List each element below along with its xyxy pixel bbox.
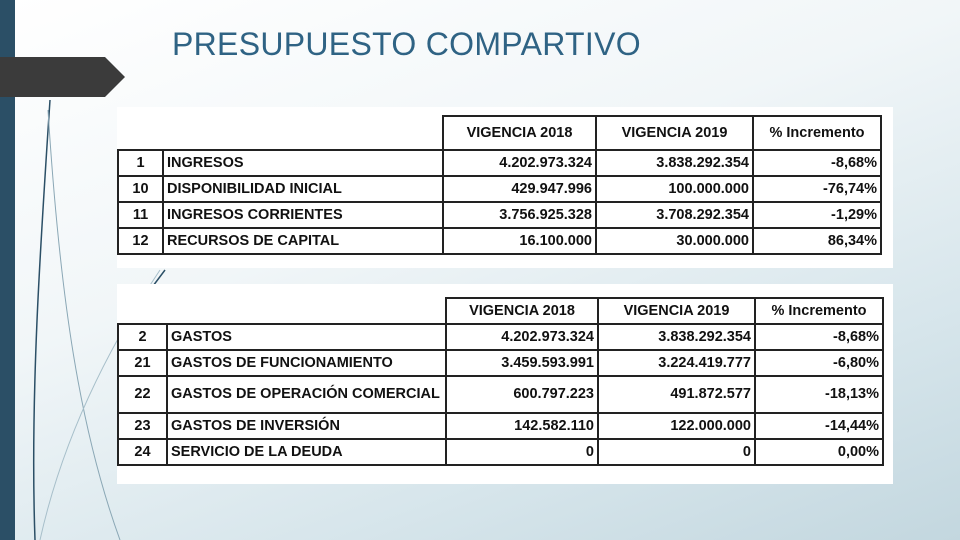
slide-title: PRESUPUESTO COMPARTIVO [172,26,641,62]
row-increment: -8,68% [755,324,883,350]
row-concept: DISPONIBILIDAD INICIAL [163,176,443,202]
row-concept: GASTOS DE INVERSIÓN [167,413,446,439]
row-code: 1 [118,150,163,176]
row-value-2019: 122.000.000 [598,413,755,439]
row-concept: RECURSOS DE CAPITAL [163,228,443,254]
row-value-2018: 429.947.996 [443,176,596,202]
row-value-2018: 3.459.593.991 [446,350,598,376]
header-incremento: % Incremento [755,298,883,324]
row-code: 24 [118,439,167,465]
header-vigencia-2018: VIGENCIA 2018 [446,298,598,324]
row-value-2018: 142.582.110 [446,413,598,439]
gastos-table [117,297,884,466]
empty-header-cell [118,298,446,324]
row-code: 22 [118,376,167,413]
row-value-2019: 0 [598,439,755,465]
header-vigencia-2019: VIGENCIA 2019 [596,116,753,150]
table-row [118,324,883,350]
row-increment: -14,44% [755,413,883,439]
title-arrow-tag [0,57,125,97]
row-concept: SERVICIO DE LA DEUDA [167,439,446,465]
row-increment: 86,34% [753,228,881,254]
table-row [118,228,881,254]
row-increment: -6,80% [755,350,883,376]
row-increment: -76,74% [753,176,881,202]
row-value-2018: 3.756.925.328 [443,202,596,228]
row-value-2019: 3.708.292.354 [596,202,753,228]
row-code: 10 [118,176,163,202]
table-row [118,376,883,413]
table-row [118,350,883,376]
row-increment: -18,13% [755,376,883,413]
table-header-row [118,116,881,150]
row-value-2018: 4.202.973.324 [443,150,596,176]
row-concept: GASTOS DE FUNCIONAMIENTO [167,350,446,376]
table-row [118,413,883,439]
row-increment: -1,29% [753,202,881,228]
row-value-2019: 3.838.292.354 [598,324,755,350]
row-code: 2 [118,324,167,350]
row-value-2019: 3.224.419.777 [598,350,755,376]
row-value-2019: 100.000.000 [596,176,753,202]
row-concept: INGRESOS CORRIENTES [163,202,443,228]
table-row [118,202,881,228]
table-header-row [118,298,883,324]
row-code: 21 [118,350,167,376]
row-value-2019: 491.872.577 [598,376,755,413]
row-increment: -8,68% [753,150,881,176]
header-incremento: % Incremento [753,116,881,150]
empty-header-cell [118,116,443,150]
row-increment: 0,00% [755,439,883,465]
header-vigencia-2019: VIGENCIA 2019 [598,298,755,324]
table-row [118,176,881,202]
row-concept: GASTOS DE OPERACIÓN COMERCIAL [167,376,446,413]
header-vigencia-2018: VIGENCIA 2018 [443,116,596,150]
row-code: 23 [118,413,167,439]
row-value-2018: 0 [446,439,598,465]
row-value-2019: 30.000.000 [596,228,753,254]
table-row [118,150,881,176]
ingresos-table [117,115,882,255]
row-code: 12 [118,228,163,254]
row-value-2018: 16.100.000 [443,228,596,254]
table-row [118,439,883,465]
row-concept: GASTOS [167,324,446,350]
row-value-2019: 3.838.292.354 [596,150,753,176]
row-code: 11 [118,202,163,228]
row-concept: INGRESOS [163,150,443,176]
row-value-2018: 4.202.973.324 [446,324,598,350]
row-value-2018: 600.797.223 [446,376,598,413]
